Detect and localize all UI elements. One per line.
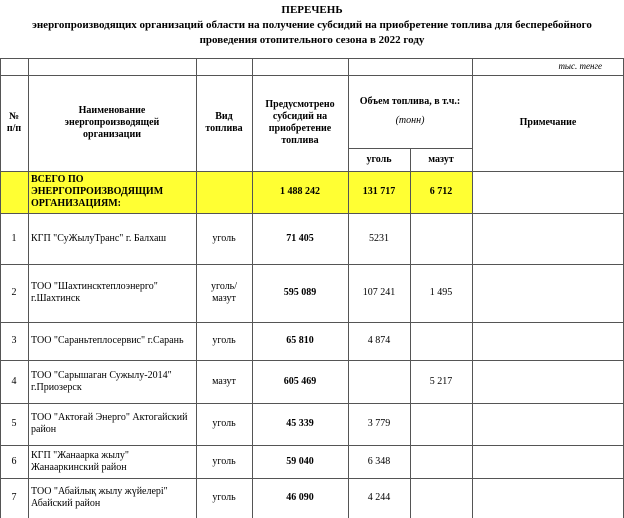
row-fuel-type: уголь — [212, 418, 236, 429]
row-name: ТОО "Сараньтеплосервис" г.Сарань — [31, 335, 184, 346]
grid-line-v — [410, 148, 411, 518]
grid-line-h — [0, 58, 624, 59]
grid-line-h — [0, 478, 624, 479]
row-num: 7 — [11, 492, 17, 503]
row-fuel-oil — [410, 322, 472, 360]
row-num: 4 — [11, 375, 17, 387]
row-fuel-type: уголь — [212, 455, 236, 467]
header-volume-unit: (тонн) — [395, 115, 425, 126]
row-planned: 71 405 — [286, 232, 314, 244]
row-name: ТОО "Шахтинсктеплоэнерго" г.Шахтинск — [31, 281, 158, 304]
grid-line-v — [28, 58, 29, 518]
grid-line-v — [348, 58, 349, 518]
row-note — [472, 322, 624, 360]
header-num: № п/п — [6, 111, 22, 134]
row-num: 2 — [11, 287, 17, 298]
total-fuel-oil: 6 712 — [429, 186, 453, 197]
total-coal: 131 717 — [362, 186, 396, 197]
row-coal: 107 241 — [362, 287, 396, 298]
row-fuel-oil — [410, 213, 472, 264]
header-fuel-type: Вид топлива — [205, 111, 243, 134]
grid-line-h — [0, 213, 624, 214]
total-label: ВСЕГО ПО ЭНЕРГОПРОИЗВОДЯЩИМ ОРГАНИЗАЦИЯМ: — [31, 174, 164, 209]
row-name: ТОО "Сарышаган Сужылу-2014" г.Приозерск — [31, 369, 172, 393]
grid-line-h — [0, 264, 624, 265]
row-num: 1 — [11, 232, 17, 244]
row-coal: 5231 — [369, 232, 389, 244]
grid-line-h — [0, 171, 624, 172]
grid-line-v — [0, 58, 1, 518]
row-name: КГП "СуЖылуТранс" г. Балхаш — [31, 232, 167, 244]
row-name: ТОО "Актоғай Энерго" Актогайский район — [31, 412, 188, 435]
grid-line-h — [0, 403, 624, 404]
grid-line-h — [0, 360, 624, 361]
row-fuel-oil: 1 495 — [429, 287, 453, 298]
row-fuel-type: мазут — [212, 375, 236, 387]
header-coal: уголь — [366, 153, 392, 165]
row-coal: 4 874 — [367, 335, 391, 346]
row-name: КГП "Жанаарка жылу" Жанааркинский район — [31, 449, 129, 473]
grid-line-v — [196, 58, 197, 518]
row-note — [472, 403, 624, 445]
row-planned: 65 810 — [286, 335, 314, 346]
header-fuel-oil: мазут — [428, 153, 454, 165]
grid-line-v — [472, 58, 473, 518]
row-note — [472, 478, 624, 518]
grid-line-h — [0, 75, 624, 76]
document-subtitle-line1: энергопроизводящих организаций области на получение субсидий на приобретение топлива для бесперебойного — [32, 19, 592, 31]
row-planned: 605 469 — [283, 375, 317, 387]
row-coal: 6 348 — [367, 455, 391, 467]
unit-note: тыс. тенге — [558, 61, 602, 71]
row-fuel-type: уголь/ мазут — [210, 281, 238, 304]
header-planned: Предусмотрено субсидий на приобретение топлива — [265, 99, 335, 146]
row-fuel-oil — [410, 445, 472, 478]
row-coal: 4 244 — [367, 492, 391, 503]
row-coal — [348, 360, 410, 403]
grid-line-v — [252, 58, 253, 518]
row-note — [472, 213, 624, 264]
row-name: ТОО "Абайлық жылу жүйелері" Абайский район — [31, 486, 168, 509]
row-num: 3 — [11, 335, 17, 346]
grid-line-h — [0, 445, 624, 446]
header-volume: Объем топлива, в т.ч.: — [359, 96, 461, 107]
document-subtitle-line2: проведения отопительного сезона в 2022 году — [199, 34, 425, 46]
row-fuel-oil — [410, 403, 472, 445]
row-fuel-oil: 5 217 — [429, 375, 453, 387]
header-name: Наименование энергопроизводящей организации — [64, 105, 160, 140]
row-note — [472, 264, 624, 322]
row-note — [472, 445, 624, 478]
row-note — [472, 360, 624, 403]
total-planned: 1 488 242 — [280, 186, 320, 197]
row-num: 5 — [11, 418, 17, 429]
row-planned: 45 339 — [286, 418, 314, 429]
row-planned: 46 090 — [286, 492, 314, 503]
row-num: 6 — [11, 455, 17, 467]
row-planned: 595 089 — [283, 287, 317, 298]
row-fuel-type: уголь — [212, 492, 236, 503]
document-title: ПЕРЕЧЕНЬ — [281, 4, 343, 16]
row-fuel-oil — [410, 478, 472, 518]
row-planned: 59 040 — [286, 455, 314, 467]
grid-line-h — [0, 322, 624, 323]
row-coal: 3 779 — [367, 418, 391, 429]
row-fuel-type: уголь — [212, 232, 236, 244]
header-note: Примечание — [519, 117, 577, 128]
row-fuel-type: уголь — [212, 335, 236, 346]
